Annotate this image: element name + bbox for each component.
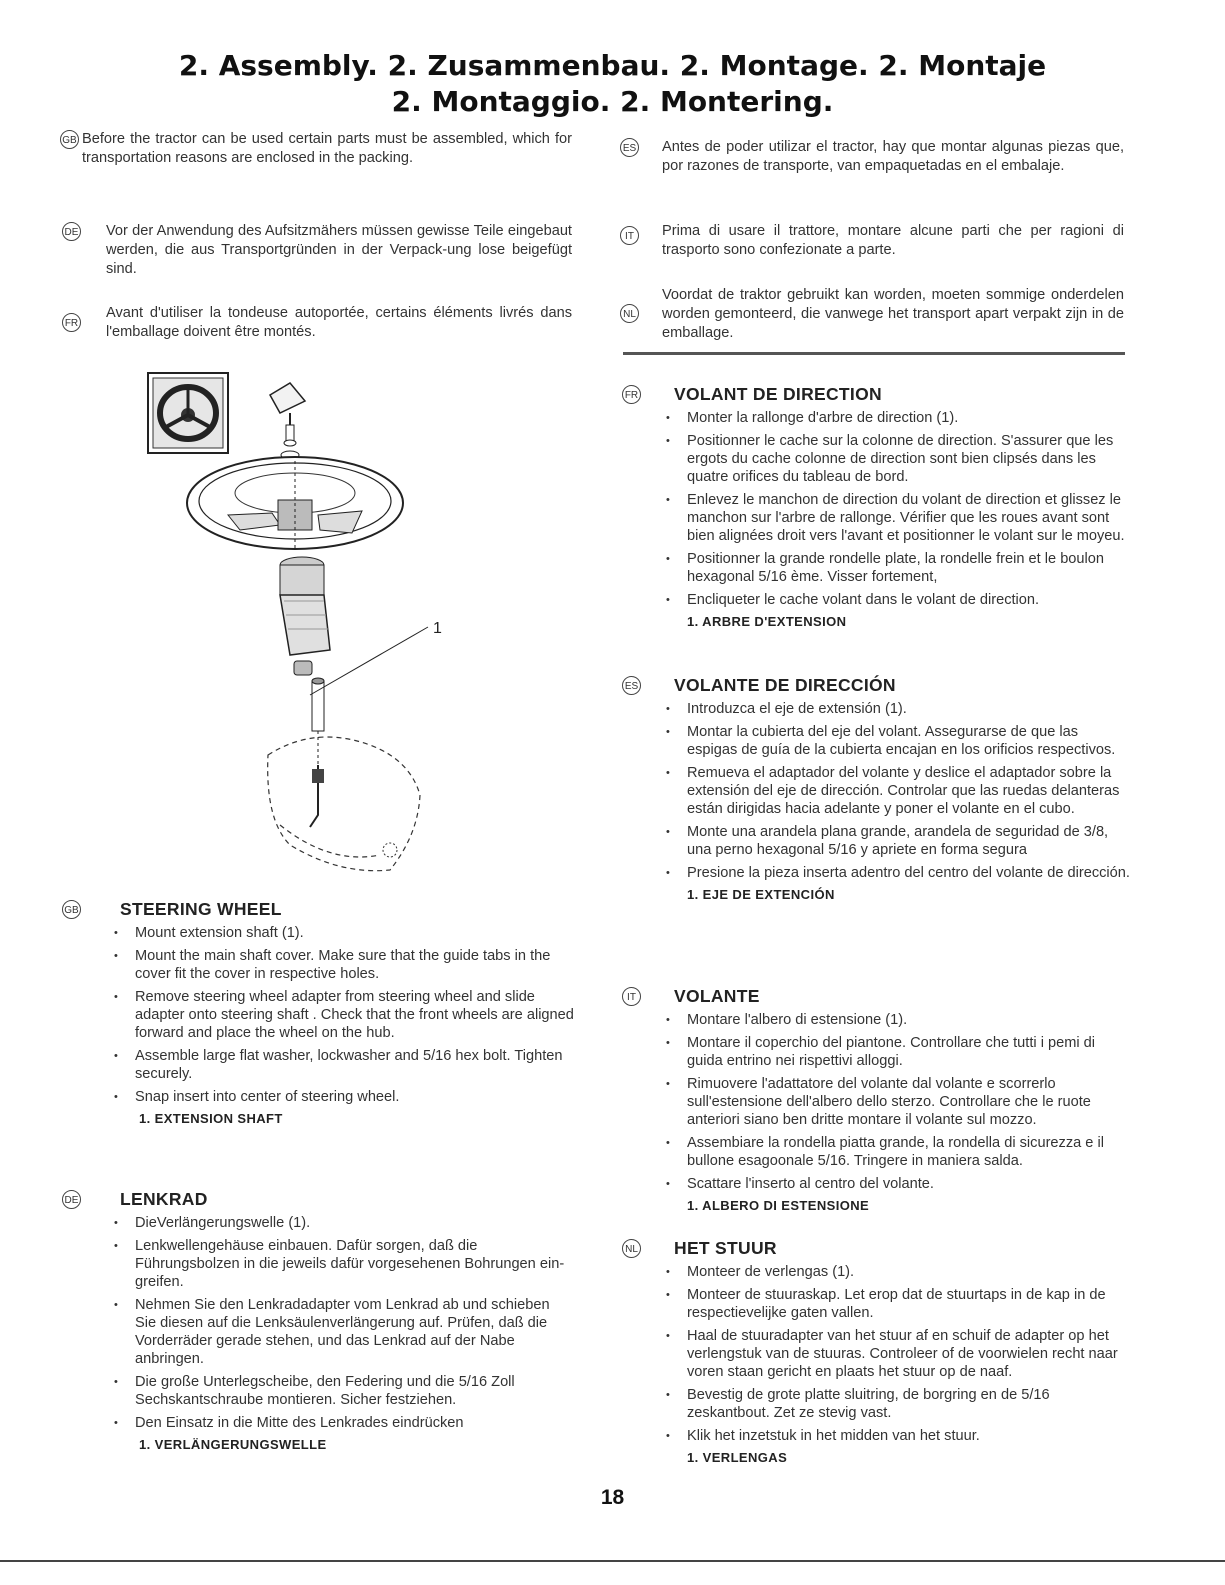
steering-assembly-figure [140,365,460,895]
footer-rule [0,1560,1225,1562]
intro-fr [64,304,572,342]
list-item: • Montar la cubierta del eje del volant. Assegurarse de que las espigas de guía de la cubierta encajan en los orificios respectivos. [664,723,1130,759]
intro-text: Before the tractor can be used certain parts must be assembled, which for transportation reasons are enclosed in the packing. [82,131,572,166]
language-badge-nl: NL [620,304,639,323]
language-badge-gb: GB [62,900,81,919]
list-item: • Scattare l'inserto al centro del volante. [664,1175,1130,1193]
list-item: • Remueva el adaptador del volante y deslice el adaptador sobre la extensión del eje de dirección. Controlar que las ruedas delanteras están dirigidas hacia adelante y poner el volante en el cubo. [664,764,1130,818]
list-item: • Monteer de stuuraskap. Let erop dat de stuurtaps in de kap in de respectievelijke gaten vallen. [664,1286,1130,1322]
instruction-list [622,1011,1130,1193]
section-heading: VOLANT DE DIRECTION [674,384,882,404]
list-item: • Rimuovere l'adattatore del volante dal volante e scorrerlo sull'estensione dell'albero dello sterzo. Controllare che le ruote anteriori siano ben dritte montare il volante sul mozzo. [664,1075,1130,1129]
section-es [622,674,1130,902]
section-divider [623,352,1125,355]
list-item: • Lenkwellengehäuse einbauen. Dafür sorgen, daß die Führungsbolzen in die jeweils dafür vorgesehenen Bohrungen ein- greifen. [112,1237,574,1291]
list-item: • Assemble large flat washer, lockwasher and 5/16 hex bolt. Tighten securely. [112,1047,574,1083]
language-badge-de: DE [62,1190,81,1209]
part-note: 1. EJE DE EXTENCIÓN [687,887,835,902]
section-heading: VOLANTE [674,986,760,1006]
section-nl [622,1237,1130,1465]
intro-text: Prima di usare il trattore, montare alcune parti che per ragioni di trasporto sono confezionate a parte. [662,223,1124,258]
list-item: • Montare l'albero di estensione (1). [664,1011,1130,1029]
list-item: • Positionner le cache sur la colonne de direction. S'assurer que les ergots du cache colonne de direction sont bien clipsés dans les quatre orifices du tableau de bord. [664,432,1130,486]
section-heading: LENKRAD [120,1189,208,1209]
language-badge-it: IT [622,987,641,1006]
list-item: • Introduzca el eje de extensión (1). [664,700,1130,718]
list-item: • Enlevez le manchon de direction du volant de direction et glissez le manchon sur l'arbre de rallonge. Vérifier que les roues avant sont bien alignées droit vers l'avant et positionner le volant sur le moyeu. [664,491,1130,545]
steering-wheel-inset-icon [148,373,228,453]
list-item: • Klik het inzetstuk in het midden van het stuur. [664,1427,1130,1445]
list-item: • Den Einsatz in die Mitte des Lenkrades eindrücken [112,1414,574,1432]
shaft-cover-icon [280,557,330,655]
section-heading: HET STUUR [674,1238,777,1258]
language-badge-de: DE [62,222,81,241]
intro-text: Antes de poder utilizar el tractor, hay que montar algunas piezas que, por razones de transporte, van empaquetadas en el embalaje. [662,139,1124,174]
list-item: • Bevestig de grote platte sluitring, de borgring en de 5/16 zeskantbout. Zet ze stevig vast. [664,1386,1130,1422]
list-item: • Nehmen Sie den Lenkradadapter vom Lenkrad ab und schieben Sie diesen auf die Lenksäulenverlängerung auf. Prüfen, daß die Vorderräder gerade stehen, und das Lenkrad auf der Nabe anbringen. [112,1296,574,1368]
wheel-cap-icon [270,383,305,459]
part-note: 1. ALBERO DI ESTENSIONE [687,1198,870,1213]
section-de [62,1188,574,1452]
list-item: • Positionner la grande rondelle plate, la rondelle frein et le boulon hexagonal 5/16 ème. Visser fortement, [664,550,1130,586]
part-note: 1. ARBRE D'EXTENSION [687,614,847,629]
page-number: 18 [600,1486,625,1509]
dashboard-outline-icon [268,737,420,871]
list-item: • Haal de stuuradapter van het stuur af en schuif de adapter op het verlengstuk van de stuuras. Controleer of de voorwielen recht naar voren staan gericht en plaats het stuur op de naaf. [664,1327,1130,1381]
intro-text: Vor der Anwendung des Aufsitzmähers müssen gewisse Teile eingebaut werden, die aus Transportgründen in der Verpack-ung lose beigefügt sind. [106,223,572,277]
intro-de [64,222,572,279]
list-item: • Mount the main shaft cover. Make sure that the guide tabs in the cover fit the cover in respective holes. [112,947,574,983]
list-item: • Montare il coperchio del piantone. Controllare che tutti i pemi di guida entrino nei rispettivi alloggi. [664,1034,1130,1070]
list-item: • Assembiare la rondella piatta grande, la rondella di sicurezza e il bullone esagoonale 5/16. Tringere in maniera salda. [664,1134,1130,1170]
language-badge-it: IT [620,226,639,245]
section-gb [62,898,574,1126]
section-fr [622,383,1130,629]
language-badge-gb: GB [60,130,79,149]
language-badge-nl: NL [622,1239,641,1258]
instruction-list [622,409,1130,609]
language-badge-es: ES [622,676,641,695]
list-item: • Mount extension shaft (1). [112,924,574,942]
list-item: • Remove steering wheel adapter from steering wheel and slide adapter onto steering shaft . Check that the front wheels are aligned forward and place the wheel on the hub. [112,988,574,1042]
page-title [0,48,1225,120]
instruction-list [622,700,1130,882]
part-note: 1. EXTENSION SHAFT [139,1111,283,1126]
intro-text: Voordat de traktor gebruikt kan worden, moeten sommige onderdelen worden gemonteerd, die vanwege het transport apart verpakt zijn in de emballage. [662,287,1124,341]
list-item: • Monteer de verlengas (1). [664,1263,1130,1281]
instruction-list [62,924,574,1106]
title-line-1: 2. Assembly. 2. Zusammenbau. 2. Montage. 2. Montaje [178,49,1047,82]
intro-nl [623,286,1124,343]
list-item: • Presione la pieza inserta adentro del centro del volante de dirección. [664,864,1130,882]
section-heading: STEERING WHEEL [120,899,282,919]
language-badge-fr: FR [622,385,641,404]
part-note: 1. VERLENGAS [687,1450,788,1465]
list-item: • DieVerlängerungswelle (1). [112,1214,574,1232]
steering-wheel-icon [187,457,403,550]
intro-it [625,222,1124,260]
list-item: • Encliqueter le cache volant dans le volant de direction. [664,591,1130,609]
list-item: • Monter la rallonge d'arbre de direction (1). [664,409,1130,427]
language-badge-fr: FR [62,313,81,332]
list-item: • Monte una arandela plana grande, arandela de seguridad de 3/8, una perno hexagonal 5/16 y apriete en forma segura [664,823,1130,859]
intro-es [622,138,1124,176]
instruction-list [62,1214,574,1432]
list-item: • Snap insert into center of steering wheel. [112,1088,574,1106]
list-item: • Die große Unterlegscheibe, den Federing und die 5/16 Zoll Sechskantschraube montieren. Sicher festziehen. [112,1373,574,1409]
intro-gb [62,130,572,168]
callout-label: 1 [433,620,442,637]
part-note: 1. VERLÄNGERUNGSWELLE [139,1437,327,1452]
steering-assembly-drawing [140,365,460,895]
section-it [622,985,1130,1213]
intro-text: Avant d'utiliser la tondeuse autoportée, certains éléments livrés dans l'emballage doivent être montés. [106,305,572,340]
title-line-2: 2. Montaggio. 2. Montering. [391,85,834,118]
language-badge-es: ES [620,138,639,157]
instruction-list [622,1263,1130,1445]
section-heading: VOLANTE DE DIRECCIÓN [674,675,896,695]
